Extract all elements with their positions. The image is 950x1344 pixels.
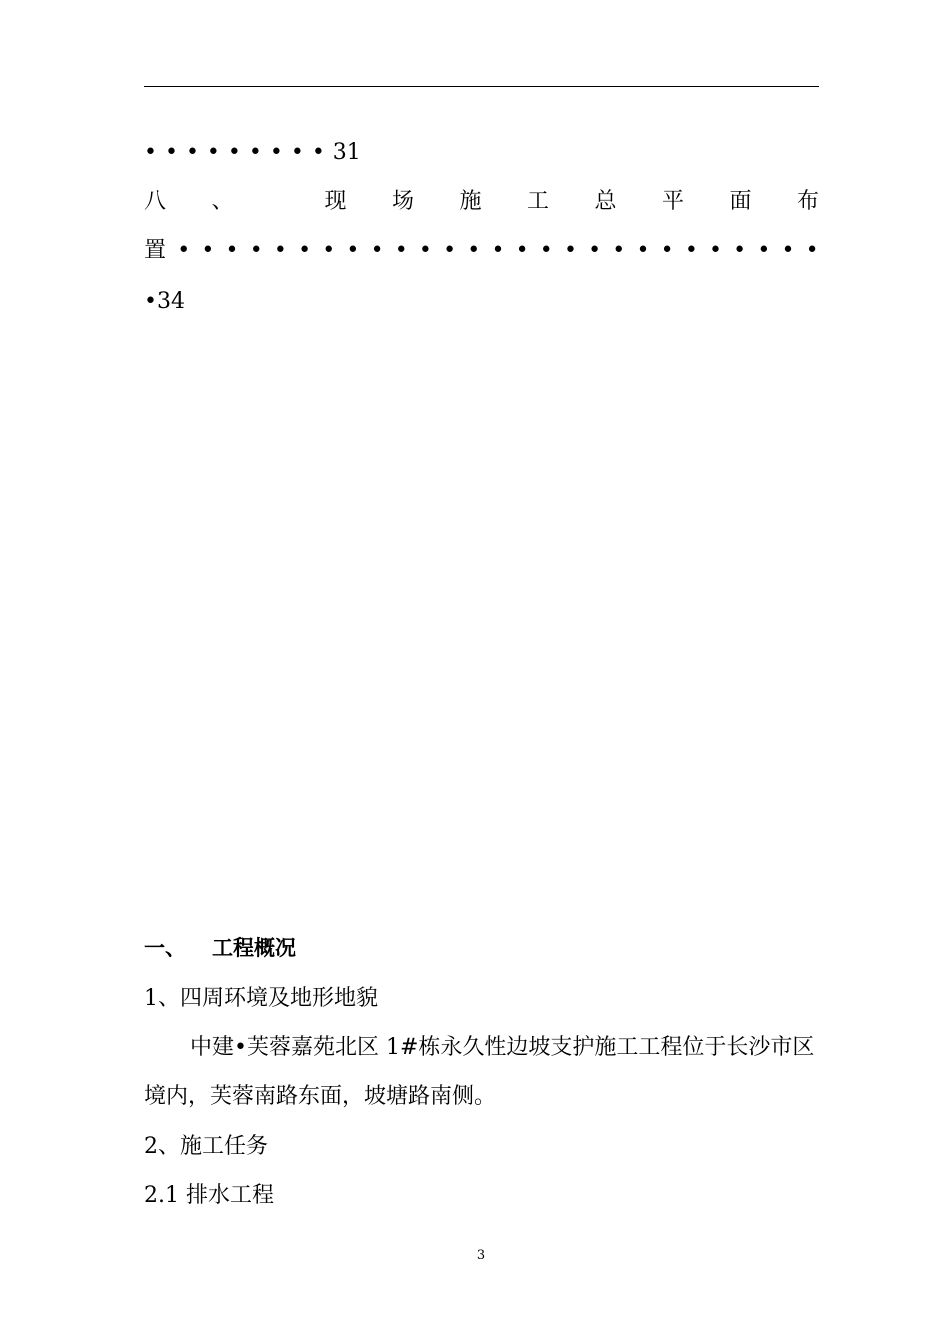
toc-leader-dot: • xyxy=(370,238,384,263)
section-title-text: 工程概况 xyxy=(212,936,296,960)
toc-leader-dot: • xyxy=(418,238,432,263)
toc-page-number-34: •34 xyxy=(144,289,185,314)
toc-item-8-char: 工 xyxy=(526,189,549,214)
toc-item-8-char: 置 xyxy=(144,238,167,263)
subheading-surroundings: 1、四周环境及地形地貌 xyxy=(144,986,378,1011)
toc-leader-dot: • xyxy=(273,238,287,263)
toc-leader-dot: • xyxy=(298,238,312,263)
toc-leader-dot: • xyxy=(201,238,215,263)
toc-item-8-char: 施 xyxy=(459,189,482,214)
toc-leader-dot: • xyxy=(563,238,577,263)
toc-item-8-continued xyxy=(144,236,819,266)
toc-item-8-char: 总 xyxy=(594,189,617,214)
toc-leader-dot: • xyxy=(733,238,747,263)
subheading-construction-tasks: 2、施工任务 xyxy=(144,1134,268,1159)
toc-leader-dot: • xyxy=(225,238,239,263)
toc-leader-dot: • xyxy=(805,238,819,263)
toc-line-dots-31 xyxy=(144,138,361,168)
toc-leader-dot: • xyxy=(757,238,771,263)
toc-item-8-char: 场 xyxy=(391,189,414,214)
toc-leader-dot: • xyxy=(491,238,505,263)
toc-item-8-char: 布 xyxy=(796,189,819,214)
toc-leader-dot: • xyxy=(708,238,722,263)
toc-leader-dot: • xyxy=(467,238,481,263)
subheading-drainage-works: 2.1 排水工程 xyxy=(144,1183,274,1208)
toc-leader-dot: • xyxy=(539,238,553,263)
toc-leader-dot: • xyxy=(636,238,650,263)
toc-leader-dot: • xyxy=(394,238,408,263)
section-title xyxy=(144,933,296,963)
toc-leader-dot: • xyxy=(443,238,457,263)
paragraph-line-1: 中建•芙蓉嘉苑北区 1#栋永久性边坡支护施工工程位于长沙市区 xyxy=(190,1035,815,1060)
toc-page-number: 31 xyxy=(332,140,361,165)
header-rule xyxy=(144,86,819,87)
toc-item-8-char: 、 xyxy=(211,189,234,214)
toc-leader-dot: • xyxy=(249,238,263,263)
toc-item-8-char: 八 xyxy=(144,189,167,214)
toc-leader-dot: • xyxy=(684,238,698,263)
toc-leader-dot: • xyxy=(515,238,529,263)
toc-leader-dot: • xyxy=(177,238,191,263)
toc-leader-dot: • xyxy=(781,238,795,263)
toc-item-8-char: 现 xyxy=(324,189,347,214)
toc-leader-dot: • xyxy=(322,238,336,263)
paragraph-line-2: 境内，芙蓉南路东面，坡塘路南侧。 xyxy=(144,1084,497,1109)
toc-item-8-char: 面 xyxy=(729,189,752,214)
section-number: 一、 xyxy=(144,936,186,960)
page-number: 3 xyxy=(476,1248,486,1263)
toc-item-8-char: 平 xyxy=(661,189,684,214)
toc-leader-dot: • xyxy=(588,238,602,263)
toc-leader-dot: • xyxy=(346,238,360,263)
toc-item-8 xyxy=(144,187,819,217)
toc-leader-dot: • xyxy=(660,238,674,263)
toc-leader-dots: ••••••••• xyxy=(144,140,333,165)
toc-leader-dot: • xyxy=(612,238,626,263)
